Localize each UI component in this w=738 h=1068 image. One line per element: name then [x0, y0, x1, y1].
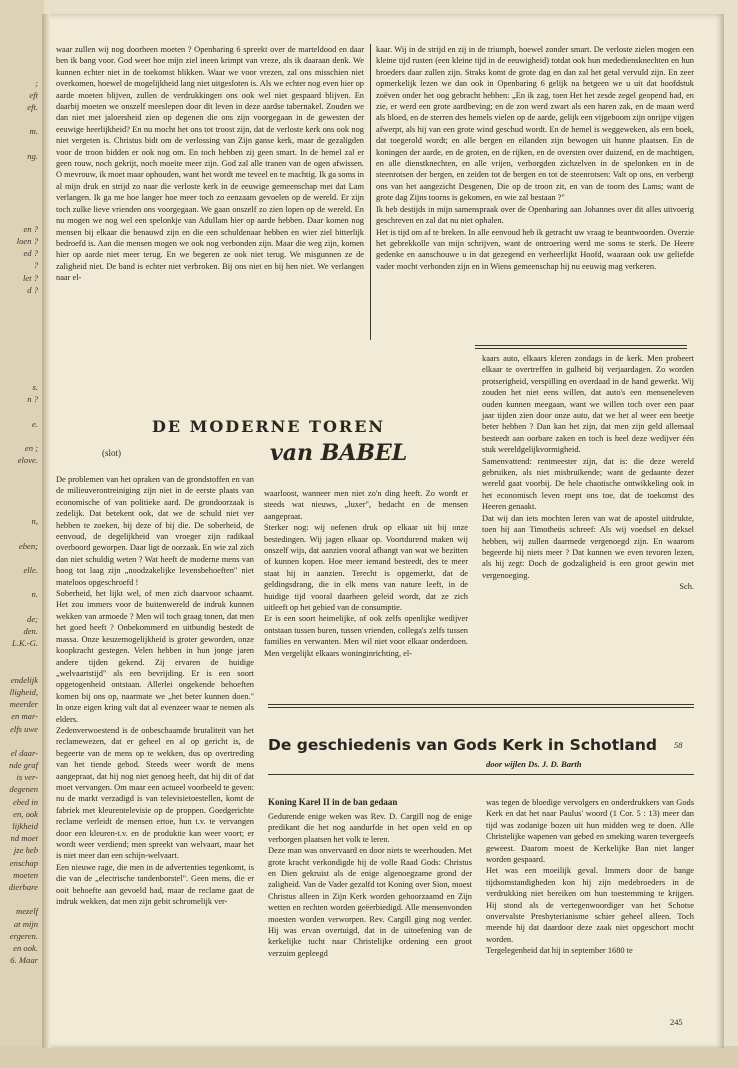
- spine-fragment: lijkheid: [12, 821, 38, 831]
- spine-fragment: s.: [32, 382, 38, 393]
- spine-fragment: e.: [32, 418, 38, 429]
- spine-fragment: [0, 308, 42, 320]
- spine-fragment: [0, 138, 42, 150]
- spine-fragment: elfs uwe: [10, 723, 38, 734]
- table-surface: [0, 1046, 738, 1068]
- paragraph: Zedenverwoestend is de onbeschaamde brutaliteit van het reclamewezen, dat er geheel en al op gericht is, de begeerte van de mens op te wekken, dus op overtreding van het tiende gebod. Steeds weer wordt de mens aangepraat, dat hij nog niet genoeg heeft, dat hij dit of dat moet vervangen. Om maar een actueel voorbeeld te geven: nu de markt verzadigd is van televisietoestellen, komt de fabriek met kleurentelevisie op de proppen. Goedgerichte reclame verleidt de mensen ertoe, hun t.v. te vervangen door een kleuren-t.v. en de produktie kan weer voort; er wordt weer verdiend; men spreekt van welvaart, maar het is niet meer dan een schijn-welvaart.: [56, 725, 254, 861]
- spine-fragment: en ?: [23, 223, 38, 234]
- article2-number: 58: [674, 741, 683, 750]
- divider-rule: [268, 704, 694, 705]
- paragraph: Het was een moeilijk geval. Immers door de bange tijdsomstandigheden kon hij zijn medebroeders in de verdrukking niet bereiken om hun toestemming te krijgen. Hij stond als de vertegenwoordiger van het Schotse onvervalste Presbyterianisme schier geheel alleen. Toch meende hij dat daardoor deze zaak niet opgeschort mocht worden.: [486, 866, 694, 944]
- spine-fragment: [0, 467, 42, 479]
- spine-fragment: d ?: [27, 284, 38, 295]
- spine-fragment: [0, 198, 42, 210]
- spine-fragment: n ?: [27, 394, 38, 405]
- paragraph: Tergelegenheid dat hij in september 1680 te: [486, 946, 633, 956]
- spine-fragment: [0, 406, 42, 418]
- top-right-column: [376, 44, 694, 342]
- article1-column-2: [264, 488, 468, 674]
- spine-fragment: [0, 357, 42, 369]
- paragraph: Er is een soort heimelijke, of ook zelfs openlijke wedijver ontstaan tussen buren, tussen vrienden, collega's zelfs tussen families en verwanten. Men wil niet voor elkaar onderdoen. Men vergelijkt elkaars woninginrichting, el-: [264, 614, 468, 658]
- article2-subheading: Koning Karel II in de ban gedaan: [268, 797, 398, 807]
- spine-fragment: elove.: [17, 455, 38, 466]
- spine-fragment: en ;: [24, 443, 38, 454]
- spine-fragment: [0, 479, 42, 491]
- spine-fragment: en mar-: [11, 711, 38, 722]
- spine-fragment: enschap: [9, 857, 38, 868]
- spine-fragment: en, ook: [13, 808, 38, 819]
- spine-fragment: ;: [35, 77, 38, 88]
- paragraph: was tegen de bloedige vervolgers en onderdrukkers van Gods Kerk en dat het naar Paulus' woord (1 Cor. 5 : 13) meer dan tijd was zodanige bozen uit hun midden weg te doen. Alle Christelijke wapenen van gebed en smeking waren tevergeefs geweest. Daarom moest de Kerkelijke Ban niet langer worden gespaard.: [486, 798, 694, 865]
- spine-fragment: let ?: [22, 272, 38, 283]
- spine-fragment: ng.: [27, 150, 38, 161]
- spine-fragment: de;: [27, 613, 38, 624]
- spine-fragment: moeten: [13, 869, 38, 880]
- spine-fragment: [0, 333, 42, 345]
- spine-fragment: [0, 211, 42, 223]
- spine-fragment: jze heb: [13, 845, 38, 856]
- spine-fragment: m.: [29, 126, 38, 137]
- paragraph: Een nieuwe rage, die men in de advertenties tegenkomt, is die van de „electrische tandenborstel". Geen mens, die er ooit behoefte aan gevoeld had, maar de reclame gaat de indruk wekken, dat men zijn gebit schromelijk ver-: [56, 862, 254, 907]
- spine-fragment: ebed in: [12, 796, 38, 807]
- spine-fragment: L.K.-G.: [11, 638, 38, 649]
- spine-fragment: endelijk: [10, 674, 38, 685]
- spine-fragment: dierbare: [8, 881, 38, 892]
- spine-fragment: [0, 735, 42, 747]
- divider-rule: [475, 345, 687, 346]
- spine-fragment: [0, 576, 42, 588]
- page-gutter: [42, 14, 50, 1048]
- spine-fragment: [0, 601, 42, 613]
- facing-page-fragments: [0, 40, 42, 966]
- paragraph: Sterker nog: wij oefenen druk op elkaar uit bij onze bestedingen. Wij jagen elkaar op. Voortdurend maken wij onszelf wijs, dat aanzien vooral afhangt van wat we bezitten of kunnen kopen. Hoe meer iemand besteedt, des te meer staat hij in aanzien. Terecht is opgemerkt, dat de geldingsdrang, die in elk mens van nature leeft, in de huidige tijd vooral daarheen geleid wordt, dat ze zich uitleeft op het gebied van de consumptie.: [264, 523, 468, 613]
- spine-fragment: nde graf: [9, 760, 38, 771]
- spine-fragment: lligheid,: [9, 686, 38, 697]
- spine-fragment: meerder: [9, 699, 38, 710]
- page-number: 245: [670, 1018, 683, 1027]
- spine-fragment: [0, 162, 42, 174]
- article2-column-2: [486, 797, 694, 1011]
- spine-fragment: [0, 503, 42, 515]
- spine-fragment: n,: [31, 516, 38, 527]
- article1-slot: (slot): [102, 448, 121, 458]
- spine-fragment: n.: [31, 589, 38, 600]
- spine-fragment: ergeren.: [9, 930, 38, 941]
- spine-fragment: eft: [29, 89, 38, 100]
- paragraph: Gedurende enige weken was Rev. D. Cargill nog de enige predikant die het nog aandurfde in het open veld en op verborgen plaatsen het volk te leren.: [268, 812, 472, 844]
- spine-fragment: den.: [23, 626, 38, 636]
- paragraph: Soberheid, het lijkt wel, of men zich daarvoor schaamt. Het zou immers voor de buitenwereld de indruk kunnen wekken van armoede ? Men wil toch graag tonen, dat men het goed heeft ? Onbekommerd en uitbundig bestedt de massa. Onze keuzemogelijkheid is groter geworden, onze koopkracht gestegen. Velen hebben in hun jonge jaren andere tijden gekend. Zij ervaren de huidige „welvaartstijd" als een bevrijding. Er is een soort opgetogenheid ontstaan. Allerlei ongekende behoeften komen bij ons op, naarmate we „het beter kunnen doen." In onze eigen kring valt dat al evenzeer waar te nemen als elders.: [56, 589, 254, 724]
- top-left-column: [56, 44, 364, 342]
- spine-fragment: [0, 491, 42, 503]
- spine-fragment: is ver-: [16, 772, 38, 783]
- spine-fragment: at mijn: [13, 918, 38, 929]
- paragraph: Ik heb destijds in mijn samenspraak over de Openbaring aan Johannes over dit alles uitvoerig geschreven en zal dat nu niet ophalen.: [376, 204, 694, 226]
- article2-column-1: [268, 811, 472, 1011]
- spine-fragment: mezelf: [16, 906, 38, 917]
- article1-title-line1: DE MODERNE TOREN: [152, 417, 386, 436]
- article2-title: De geschiedenis van Gods Kerk in Schotland: [268, 736, 658, 754]
- spine-fragment: [0, 345, 42, 357]
- divider-rule: [268, 707, 694, 708]
- paragraph: De problemen van het opraken van de grondstoffen en van de milieuverontreiniging zijn niet in de eerste plaats van economische of van politieke aard. De grondoorzaak is zedelijk. Dat betekent ook, dat we de schuld niet ver hebben te zoeken, bij deze of bij die. De soberheid, de eenvoud, de degelijkheid van vroeger zijn radikaal overboord geworpen. Daar ligt de oorzaak. En wie zal zich dan niet schuldig weten ? Wat heeft de moderne mens van hoog tot laag zijn „noodzakelijke levensbehoeften" niet mateloos opgeschroefd !: [56, 475, 254, 587]
- divider-rule: [475, 348, 687, 349]
- spine-fragment: eben;: [18, 540, 38, 551]
- spine-fragment: [0, 113, 42, 125]
- article1-title-line2: van BABEL: [270, 440, 408, 466]
- signature: Sch.: [679, 582, 694, 592]
- article1-column-3: [482, 353, 694, 693]
- spine-fragment: elle.: [23, 565, 38, 576]
- spine-fragment: [0, 186, 42, 198]
- spine-fragment: ed ?: [23, 248, 38, 259]
- article2-byline: door wijlen Ds. J. D. Barth: [486, 759, 582, 769]
- spine-fragment: [0, 552, 42, 564]
- paragraph: kaars auto, elkaars kleren zondags in de kerk. Men probeert elkaar te overtreffen in gulheid bij verjaardagen. Zo worden protserigheid, verspilling en overdaad in de hand gewerkt. Wij zouden het niet eens willen, dat auto's een menseneleven ouden kunnen meegaan, want we willen toch over een paar jaar tijden zien door onze auto, dat we het al weer een beetje beter hebben ? Dan kan het zijn, dat men zijn geld allemaal besteedt aan oorbare zaken en toch is heel deze wedijver één stuk wereldgelijkvormigheid.: [482, 354, 694, 455]
- spine-fragment: [0, 430, 42, 442]
- spine-fragment: [0, 662, 42, 674]
- spine-fragment: nd moet: [10, 833, 38, 844]
- spine-fragment: el daar-: [10, 747, 38, 758]
- paragraph: waar zullen wij nog doorheen moeten ? Openbaring 6 spreekt over de marteldood en daar ben ik bang voor. God weet hoe mijn ziel ineen krimpt van vreze, als ik daaraan denk. We kunnen echter niet in de toekomst blikken. Waar we voor vrezen, zal ons misschien niet overkomen, hoewel de mogelijkheid lang niet uitgesloten is. Als we echter nog even hier op aarde moeten blijven, zullen de verdrukkingen ons ook wel niet gespaard blijven. En daarbij moeten we onszelf meeslepen door dit leven in deze aardse tabernakel. Zouden we dan niet met jaloersheid zien op degenen die ons zijn voorgegaan in de gewesten der eeuwige heerlijkheid? En nu mocht het ons tot troost zijn, dat de verloste kerk ons ook nog niet vergeten is. Christus bidt om de verlossing van Zijn ganse kerk, maar de gezaligden voor de troon bidden er ook nog om. En toch hebben zij geen smart. In de hemel zal er geen rouw, noch gekrijt, noch moeite meer zijn. God zal alle tranen van de ogen afwissen. O mevrouw, ik moet maar ophouden, want het wordt me teveel en te machtig. Ik ga soms in al mijn druk en strijd zo naar die verloste kerk in de eeuwige gemeenschap met dat Lam verlangen. Ik ga me hoe langer hoe meer toch zo eenzaam gevoelen op de wereld. Er zijn toch zulke lieve vrienden ons voorgegaan. We gaan onszelf zo zien lopen op de wereld. En nu mogen we nog wel een spelonkje van Adullam hier op aarde hebben. Daar komen nog mensen bij elkaar die benauwd zijn en die een schuldenaar hebben en wier ziel bitterlijk bedroefd is. Aan die mensen mogen we ook nog verbonden zijn. Maar die weg zijn, komen hier op aarde niet meer terug. En we begeren ze ook niet terug. We misgunnen ze de zaligheid niet. De band is echter niet verbroken. Bij ons niet en bij hen niet. We verlangen naar el-: [56, 45, 364, 283]
- spine-fragment: [0, 40, 42, 52]
- spine-fragment: [0, 649, 42, 661]
- spine-fragment: 6. Maar: [10, 955, 38, 966]
- spine-fragment: [0, 320, 42, 332]
- spine-fragment: [0, 296, 42, 308]
- paragraph: Dat wij dan iets mochten leren van wat de apostel uitdrukte, toen hij aan Timotheüs schreef: Als wij voedsel en deksel hebben, wij zullen daarmede vergenoegd zijn. En waarom begeerde hij niets meer ? Dat kunnen we even tevoren lezen, als hij zegt: Doch de godzaligheid is een groot gewin met vergenoeging.: [482, 513, 694, 580]
- spine-fragment: [0, 369, 42, 381]
- divider-rule: [268, 774, 694, 775]
- paragraph: kaar. Wij in de strijd en zij in de triumph, hoewel zonder smart. De verloste zielen mogen een kleine tijd rusten (een kleine tijd in de eeuwigheid) totdat ook hun medediensknechten en hun broeders daar zullen zijn. Straks komt de grote dag en dan zal het getal vervuld zijn. En zeer opmerkelijk lezen we dan ook in Openbaring 6 gelijk na hetgeen we u uit dat hoofdstuk zoëven onder het oog gebracht hebben: „En ik zag, toen Het het zesde zegel geopend had, en zie, er werd een grote aardbeving; en de zon werd zwart als een haren zak, en de maan werd als bloed, en de sterren des hemels vielen op de aarde, gelijk een vijgeboom zijn onrijpe vijgen afwerpt, als hij van een grote wind geschud wordt. En de hemel is weggeweken, als een boek, dat toegerold wordt; en alle bergen en eilanden zijn bewogen uit hunne plaatsen. En de koningen der aarde, en de groten, en de rijken, en de oversten over duizend, en de machtigen, en alle dienstknechten, en alle vrijen, verborgden zichzelven in de spelonken en in de steenrotsen der bergen, en zeiden tot de bergen en tot de steenrotsen: Valt op ons, en verbergt ons van het aangezicht Desgenen, Die op de troon zit, en van de toorn des Lams; want de grote dag Zijns toorns is gekomen, en wie zal bestaan ?": [376, 45, 694, 203]
- spine-fragment: ?: [33, 260, 38, 271]
- article1-column-1: [56, 474, 254, 907]
- spine-fragment: [0, 64, 42, 76]
- spine-fragment: [0, 893, 42, 905]
- spine-fragment: [0, 174, 42, 186]
- paragraph: Samenvattend: rentmeester zijn, dat is: die deze wereld gebruiken, als niet misbruikende; want de gedaante dezer wereld gaat voorbij. De hele chaotische ontwikkeling ook in het economisch leven roept ons toe, dat de toekomst des Heeren genaakt.: [482, 456, 694, 512]
- paragraph: Deze man was onvervaard en door niets te weerhouden. Met grote kracht verkondigde hij de volle Raad Gods: Christus en Dien gekruist als de enige algenoegzame grond der zaligheid. Van de Vader gezalfd tot Koning over Sion, moest Christus alleen in Zijn Kerk worden gehoorzaamd en Zijn wetten en rechten worden geëerbiedigd. Alle mensenvonden moesten worden verworpen. Rev. Cargill ging nog verder. Hij was ervan overtuigd, dat in de uitoefening van de kerkelijke tucht naar Christelijke ordening een groot verzuim gepleegd: [268, 846, 472, 958]
- spine-fragment: eft.: [27, 101, 38, 112]
- paragraph: Het is tijd om af te breken. In alle eenvoud heb ik getracht uw vraag te beantwoorden. Overzie het gebrekkolle van mijn schrijven, want de ontroering werd me soms te sterk. De Heere gedenke en aanschouwe u in dat gezegend en verheerlijkt Hoofd, waaraan ook uw geliefde vader mocht verbonden zijn en in Wiens gemeenschap hij nu eeuwig mag verkeren.: [376, 227, 694, 271]
- column-divider: [370, 44, 371, 340]
- spine-fragment: degenen: [9, 784, 38, 795]
- spine-fragment: en ook.: [13, 942, 38, 953]
- spine-fragment: [0, 52, 42, 64]
- paragraph: waarloost, wanneer men niet zo'n ding heeft. Zo wordt er steeds wat nieuws, „luxer", bedacht en de mensen aangepraat.: [264, 489, 468, 521]
- spine-fragment: loen ?: [16, 236, 38, 246]
- spine-fragment: [0, 528, 42, 540]
